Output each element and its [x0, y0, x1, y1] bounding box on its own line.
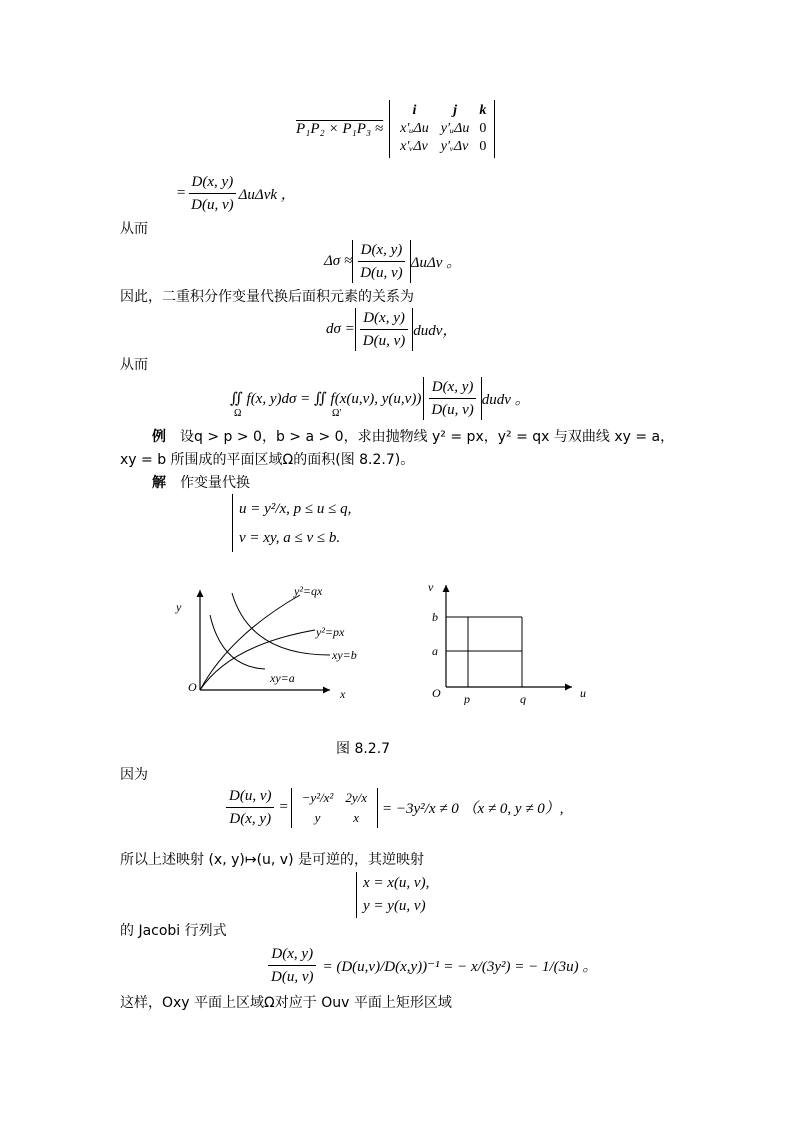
substitution-system — [232, 494, 351, 552]
paragraph-yinwei: 因为 — [120, 767, 148, 783]
label-q: q — [520, 692, 526, 705]
jacobian-determinant-equation: $\frac{D(u, v)}{D(x, y)}$ = −y²/x² 2y/x y x = −3y²/x ≠ 0 （x ≠ 0, y ≠ 0）, — [224, 786, 564, 829]
fraction-denominator: D(u, v) — [191, 197, 234, 213]
label-u: u — [580, 686, 586, 700]
abs-value — [423, 377, 481, 420]
label-origin: O — [432, 686, 441, 700]
paragraph-jacobi: 的 Jacobi 行列式 — [120, 923, 227, 939]
det-cell: x — [353, 809, 360, 825]
paragraph-yinci: 因此，二重积分作变量代换后面积元素的关系为 — [120, 289, 414, 305]
cross-product-equation — [296, 100, 495, 158]
label-origin: O — [188, 680, 197, 694]
curve-xy-a — [210, 615, 265, 669]
fraction-numerator: D(x, y) — [189, 172, 237, 194]
fraction-denominator: D(u, v) — [271, 969, 314, 985]
equation-lhs: ∬ f(x, y)dσ = ∬ f(x(u,v), y(u,v)) — [230, 391, 422, 407]
label-a: a — [432, 644, 438, 658]
jacobian-uv-fraction — [226, 786, 274, 829]
equation-suffix: dudv， — [413, 323, 458, 339]
fraction-numerator: D(x, y) — [268, 944, 316, 966]
determinant — [291, 788, 378, 828]
paragraph-congner-1: 从而 — [120, 221, 148, 237]
figure-xy-plane — [170, 575, 380, 705]
jacobian-xy-fraction — [268, 944, 316, 987]
matrix-cell: x′ᵤΔu — [400, 121, 429, 136]
integral-subscript-omega-prime: Ω′ — [332, 408, 342, 419]
matrix-cell: i — [412, 103, 417, 118]
determinant-matrix — [389, 100, 495, 158]
equation-lhs: dσ = — [326, 321, 355, 337]
det-cell: 2y/x — [345, 789, 367, 805]
double-integral-equation — [230, 377, 530, 420]
equation-suffix: dudv 。 — [481, 392, 530, 408]
integral-subscript-omega: Ω — [234, 408, 242, 419]
inverse-map-system — [356, 872, 429, 918]
det-table — [296, 788, 373, 828]
solution-line — [152, 472, 250, 492]
example-line-1 — [152, 426, 674, 446]
label-v: v — [428, 580, 434, 594]
fraction-denominator: D(u, v) — [360, 265, 403, 281]
paragraph-zheyang: 这样，Oxy 平面上区域Ω对应于 Ouv 平面上矩形区域 — [120, 995, 452, 1011]
substitution-v: v = xy, a ≤ v ≤ b. — [239, 530, 341, 546]
paragraph-suoyi: 所以上述映射 (x, y)↦(u, v) 是可逆的，其逆映射 — [120, 852, 425, 868]
fraction-numerator: D(x, y) — [358, 240, 406, 262]
label-curve-qx: y²=qx — [294, 584, 323, 598]
cross-lhs: P₁P₂ × P₁P₃ ≈ — [296, 120, 384, 137]
matrix-cell: 0 — [479, 121, 487, 136]
equals-sign: = — [176, 185, 187, 201]
equation-result: = (D(u,v)/D(x,y))⁻¹ = − x/(3y²) = − 1/(3u) 。 — [322, 959, 598, 975]
figure-caption: 图 8.2.7 — [336, 741, 391, 757]
example-text-1: 设q > p > 0，b > a > 0，求由抛物线 y² = px，y² = qx 与双曲线 xy = a， — [180, 429, 675, 445]
det-cell: y — [314, 809, 321, 825]
label-x: x — [340, 687, 346, 701]
matrix-cell: y′ᵤΔu — [440, 121, 470, 136]
fraction-denominator: D(u, v) — [362, 333, 406, 349]
abs-value — [352, 240, 410, 283]
label-b: b — [432, 610, 438, 624]
fraction-denominator: D(u, v) — [431, 402, 474, 418]
matrix-cell: j — [453, 103, 457, 118]
matrix-cell: x′ᵥΔv — [400, 139, 428, 154]
curve-y2-px — [200, 630, 315, 690]
fraction-denominator: D(x, y) — [229, 811, 272, 827]
example-line-2: xy = b 所围成的平面区域Ω的面积(图 8.2.7)。 — [120, 452, 415, 468]
inverse-y: y = y(u, v) — [363, 898, 426, 914]
solution-text: 作变量代换 — [180, 475, 250, 491]
det-cell: −y²/x² — [301, 789, 334, 805]
matrix-table — [394, 102, 490, 156]
label-curve-a: xy=a — [270, 671, 295, 685]
area-element-approx — [324, 240, 461, 283]
figure-uv-plane — [424, 575, 594, 705]
jacobian-equation — [176, 172, 296, 215]
abs-value — [355, 308, 413, 351]
equation-result: = −3y²/x ≠ 0 （x ≠ 0, y ≠ 0）, — [382, 801, 564, 817]
curve-xy-b — [232, 593, 330, 655]
substitution-u: u = y²/x, p ≤ u ≤ q, — [239, 501, 352, 517]
fraction-numerator: D(u, v) — [226, 786, 274, 808]
fraction-numerator: D(x, y) — [429, 377, 477, 399]
matrix-cell: k — [479, 103, 487, 118]
inverse-x: x = x(u, v), — [363, 875, 430, 891]
label-p: p — [464, 692, 470, 705]
solution-label: 解 — [152, 475, 166, 491]
label-curve-b: xy=b — [332, 648, 357, 662]
inverse-jacobian-equation — [266, 944, 597, 987]
equation-lhs: Δσ ≈ — [324, 253, 353, 269]
label-curve-px: y²=px — [316, 625, 345, 639]
paragraph-congner-2: 从而 — [120, 357, 148, 373]
matrix-cell: y′ᵥΔv — [440, 139, 469, 154]
equation-suffix: ΔuΔvk ， — [238, 187, 296, 203]
equation-suffix: ΔuΔv 。 — [410, 255, 462, 271]
label-y: y — [176, 600, 182, 614]
jacobian-fraction — [188, 172, 236, 215]
area-element-equation — [326, 308, 457, 351]
matrix-cell: 0 — [479, 139, 487, 154]
fraction-numerator: D(x, y) — [360, 308, 408, 330]
example-label: 例 — [152, 429, 166, 445]
